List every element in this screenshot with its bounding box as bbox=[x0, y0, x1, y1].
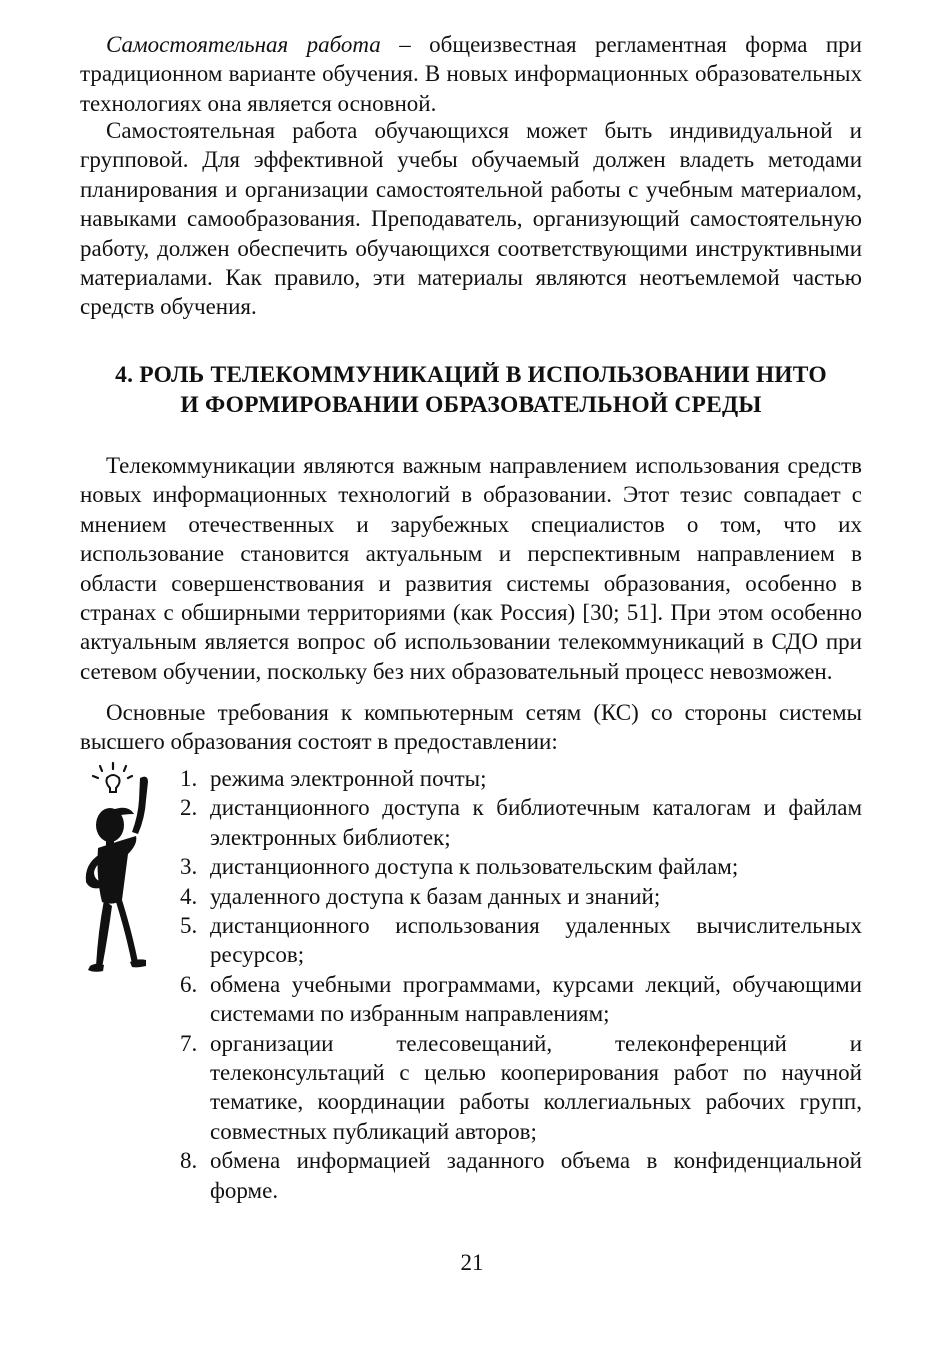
list-item bbox=[180, 764, 862, 793]
paragraph-independent-work-intro bbox=[80, 30, 862, 118]
paragraph-independent-work-types: Самостоятельная работа обучающихся может быть индивидуальной и групповой. Для эффективной учебы обучаемый должен владеть методами планирования и организации самостоятельной работы с учебным материалом, навыками самообразования. Преподаватель, организующий самостоятельную работу, должен обеспечить обучающихся соответствующими инструктивными материалами. Как правило, эти материалы являются неотъемлемой частью средств обучения. bbox=[80, 118, 862, 320]
list-item-number: 6. bbox=[180, 971, 198, 997]
list-item bbox=[180, 852, 862, 881]
list-item bbox=[180, 911, 862, 970]
list-item-number: 7. bbox=[180, 1030, 198, 1056]
list-item-number: 5. bbox=[180, 913, 198, 939]
list-item bbox=[180, 970, 862, 1029]
list-item bbox=[180, 1029, 862, 1147]
list-item-text: обмена информацией заданного объема в конфиденциальной форме. bbox=[210, 1148, 862, 1203]
section-heading-line2: И ФОРМИРОВАНИИ ОБРАЗОВАТЕЛЬНОЙ СРЕДЫ bbox=[180, 392, 762, 418]
section-heading bbox=[80, 360, 862, 420]
paragraph-text: – общеизвестная регламентная форма при традиционном варианте обучения. В новых информационных образовательных технологиях она является основной. bbox=[80, 32, 862, 116]
list-item-number: 1. bbox=[180, 766, 198, 791]
term-independent-work: Самостоятельная работа bbox=[106, 32, 381, 57]
section-heading-line1: 4. РОЛЬ ТЕЛЕКОММУНИКАЦИЙ В ИСПОЛЬЗОВАНИИ НИТО bbox=[115, 362, 827, 388]
list-item-number: 3. bbox=[180, 854, 198, 880]
thinking-figure-with-lightbulb-icon bbox=[76, 760, 176, 985]
paragraph-telecommunications: Телекоммуникации являются важным направлением использования средств новых информационных технологий в образовании. Этот тезис совпадает с мнением отечественных и зарубежных специалистов о том, что их использование становится актуальным и перспективным направлением в области совершенствования и развития системы образования, особенно в странах с обширными территориями (как Россия) [30; 51]. При этом особенно актуальным является вопрос об использовании телекоммуникаций в СДО при сетевом обучении, поскольку без них образовательный процесс невозможен. bbox=[80, 453, 862, 684]
list-item-text: режима электронной почты; bbox=[210, 766, 487, 791]
list-item-text: дистанционного доступа к библиотечным каталогам и файлам электронных библиотек; bbox=[210, 795, 862, 850]
list-item-number: 2. bbox=[180, 795, 198, 821]
list-item-number: 8. bbox=[180, 1148, 198, 1174]
list-item-text: организации телесовещаний, телеконференций и телеконсультаций с целью кооперирования работ по научной тематике, координации работы коллегиальных рабочих групп, совместных публикаций авторов; bbox=[210, 1030, 862, 1144]
requirements-list bbox=[180, 764, 862, 1205]
list-item-text: дистанционного использования удаленных вычислительных ресурсов; bbox=[210, 913, 862, 968]
page-number: 21 bbox=[460, 1250, 484, 1275]
list-item-text: обмена учебными программами, курсами лекций, обучающими системами по избранным направлениям; bbox=[210, 971, 862, 1027]
list-item bbox=[180, 793, 862, 852]
list-item bbox=[180, 882, 862, 911]
list-item-text: дистанционного доступа к пользовательским файлам; bbox=[210, 854, 739, 880]
paragraph-requirements-intro: Основные требования к компьютерным сетям (КС) со стороны системы высшего образования состоят в предоставлении: bbox=[80, 700, 862, 755]
list-item-text: удаленного доступа к базам данных и знаний; bbox=[210, 883, 661, 909]
list-item bbox=[180, 1146, 862, 1205]
list-item-number: 4. bbox=[180, 883, 198, 909]
